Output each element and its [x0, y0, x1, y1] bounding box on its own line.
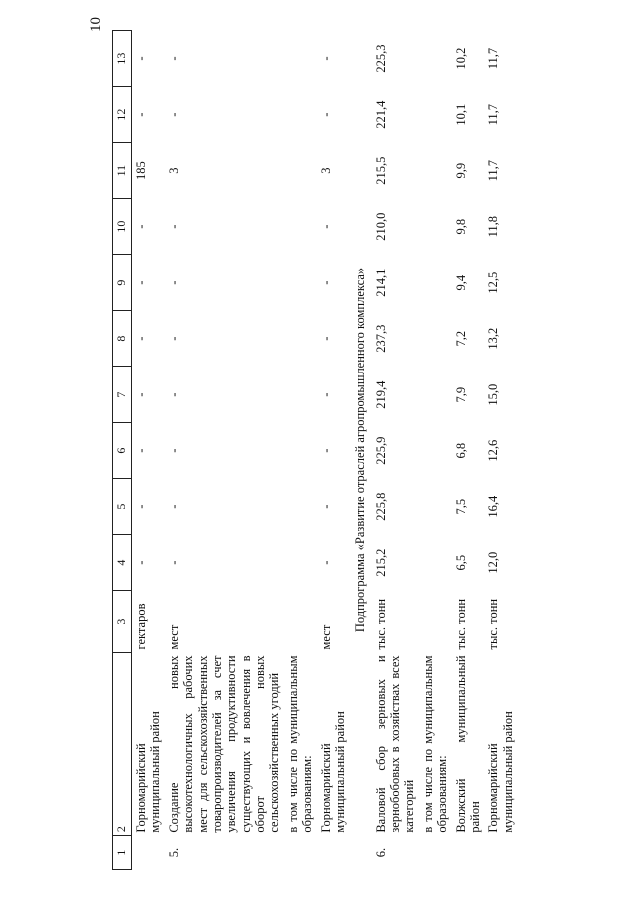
indicator-name: Валовой сбор зерновых и зернобобовых в хозяйствах всех категорий: [373, 655, 417, 833]
row-number: [284, 836, 317, 870]
value-cell: -: [166, 56, 181, 61]
value-cell: 13,2: [486, 327, 501, 350]
value-cell: -: [134, 56, 148, 61]
value-cell: [284, 367, 317, 423]
page-number: 10: [88, 17, 104, 32]
row-number: [419, 836, 452, 870]
value-cell: 15,0: [486, 383, 501, 406]
unit: мест: [166, 624, 181, 650]
value-cell: [419, 423, 452, 479]
indicator-name: Горномарийский муниципальный район: [318, 711, 347, 833]
value-cell: [419, 87, 452, 143]
value-cell: 6,5: [453, 554, 468, 571]
value-cell: 7,9: [453, 386, 468, 403]
value-cell: 12,5: [486, 271, 501, 294]
value-cell: 9,9: [453, 162, 468, 179]
value-cell: -: [134, 224, 148, 229]
value-cell: -: [318, 448, 333, 453]
value-cell: 11,7: [486, 103, 501, 126]
value-cell: [419, 143, 452, 199]
table-row: [452, 31, 485, 870]
value-cell: [419, 367, 452, 423]
value-cell: 6,8: [453, 442, 468, 459]
value-cell: -: [166, 448, 181, 453]
value-cell: [419, 31, 452, 87]
value-cell: -: [166, 336, 181, 341]
indicator-name: Горномарийский муниципальный район: [486, 711, 515, 833]
subprogram-section: [349, 31, 371, 870]
value-cell: -: [134, 392, 148, 397]
subprogram-title: Подпрограмма «Развитие отраслей агропромышленного комплекса»: [353, 267, 368, 633]
value-cell: 225,8: [373, 492, 388, 521]
value-cell: -: [166, 224, 181, 229]
value-cell: 11,7: [486, 159, 501, 182]
value-cell: -: [318, 112, 333, 117]
value-cell: 11,8: [486, 215, 501, 238]
unit: тыс. тонн: [373, 598, 388, 650]
value-cell: -: [318, 56, 333, 61]
row-number: 5.: [166, 847, 181, 858]
col-header: 5: [113, 479, 132, 535]
value-cell: -: [166, 280, 181, 285]
unit: [284, 591, 317, 653]
table-row: [284, 31, 317, 870]
value-cell: 7,2: [453, 330, 468, 347]
value-cell: [284, 199, 317, 255]
value-cell: -: [318, 336, 333, 341]
unit: гектаров: [134, 603, 148, 650]
value-cell: 7,5: [453, 498, 468, 515]
value-cell: [284, 87, 317, 143]
value-cell: -: [134, 280, 148, 285]
indicators-table: [112, 30, 517, 870]
value-cell: [284, 255, 317, 311]
indicator-name: в том числе по муниципальным образованиям:: [285, 655, 315, 833]
value-cell: 16,4: [486, 495, 501, 518]
value-cell: -: [318, 504, 333, 509]
unit: тыс. тонн: [486, 598, 501, 650]
value-cell: -: [166, 504, 181, 509]
indicator-name: Горномарийский муниципальный район: [134, 711, 163, 833]
unit: тыс. тонн: [453, 598, 468, 650]
value-cell: -: [134, 560, 148, 565]
unit: мест: [318, 624, 333, 650]
col-header: 11: [113, 143, 132, 199]
value-cell: -: [166, 392, 181, 397]
row-number: [132, 836, 165, 870]
value-cell: -: [318, 280, 333, 285]
col-header: 13: [113, 31, 132, 87]
row-number: [484, 836, 517, 870]
table-row: [372, 31, 419, 870]
table-row: [317, 31, 350, 870]
table-body-part1: [132, 31, 350, 870]
col-header: 12: [113, 87, 132, 143]
value-cell: 12,6: [486, 439, 501, 462]
col-header: 8: [113, 311, 132, 367]
value-cell: 3: [166, 167, 181, 174]
value-cell: 225,3: [373, 44, 388, 73]
table-row: [132, 31, 165, 870]
value-cell: -: [166, 560, 181, 565]
value-cell: 215,5: [373, 156, 388, 185]
value-cell: 221,4: [373, 100, 388, 129]
value-cell: 11,7: [486, 47, 501, 70]
value-cell: [419, 199, 452, 255]
value-cell: [284, 423, 317, 479]
value-cell: 237,3: [373, 324, 388, 353]
value-cell: [419, 255, 452, 311]
col-header: 6: [113, 423, 132, 479]
col-header: 7: [113, 367, 132, 423]
value-cell: -: [134, 336, 148, 341]
col-header: 10: [113, 199, 132, 255]
value-cell: -: [166, 112, 181, 117]
value-cell: 3: [318, 167, 333, 174]
value-cell: [284, 143, 317, 199]
table-row: [419, 31, 452, 870]
value-cell: -: [134, 504, 148, 509]
value-cell: [284, 311, 317, 367]
value-cell: 9,8: [453, 218, 468, 235]
value-cell: 214,1: [373, 268, 388, 297]
col-header: 3: [113, 591, 132, 653]
value-cell: -: [134, 448, 148, 453]
value-cell: 215,2: [373, 548, 388, 577]
value-cell: [419, 311, 452, 367]
value-cell: 210,0: [373, 212, 388, 241]
indicator-name: Волжский муниципальный район: [453, 655, 482, 833]
row-number: [452, 836, 485, 870]
col-header: 9: [113, 255, 132, 311]
rotated-table-stage: [112, 30, 632, 870]
table-row: [484, 31, 517, 870]
value-cell: 12,0: [486, 551, 501, 574]
value-cell: [419, 479, 452, 535]
value-cell: [419, 535, 452, 591]
value-cell: 219,4: [373, 380, 388, 409]
value-cell: -: [134, 112, 148, 117]
value-cell: 9,4: [453, 274, 468, 291]
value-cell: 185: [134, 161, 148, 181]
value-cell: 225,9: [373, 436, 388, 465]
value-cell: 10,1: [453, 103, 468, 126]
table-body-part2: [372, 31, 517, 870]
table-row: [165, 31, 284, 870]
column-number-row: [113, 31, 132, 870]
value-cell: -: [318, 560, 333, 565]
value-cell: [284, 535, 317, 591]
indicator-name: в том числе по муниципальным образованиям:: [420, 655, 450, 833]
col-header: 1: [113, 836, 132, 870]
value-cell: [284, 479, 317, 535]
value-cell: [284, 31, 317, 87]
value-cell: -: [318, 224, 333, 229]
subprogram-row: [349, 31, 371, 870]
value-cell: -: [318, 392, 333, 397]
row-number: 6.: [373, 847, 388, 858]
col-header: 2: [113, 652, 132, 835]
row-number: [317, 836, 350, 870]
indicator-name: Создание новых высокотехнологичных рабочих мест для сельскохозяйственных товаропроизводителей за счет увеличения продуктивности существующих и вовлечения в оборот новых сельскохозяйственных угодий: [166, 655, 282, 833]
unit: [419, 591, 452, 653]
col-header: 4: [113, 535, 132, 591]
value-cell: 10,2: [453, 47, 468, 70]
